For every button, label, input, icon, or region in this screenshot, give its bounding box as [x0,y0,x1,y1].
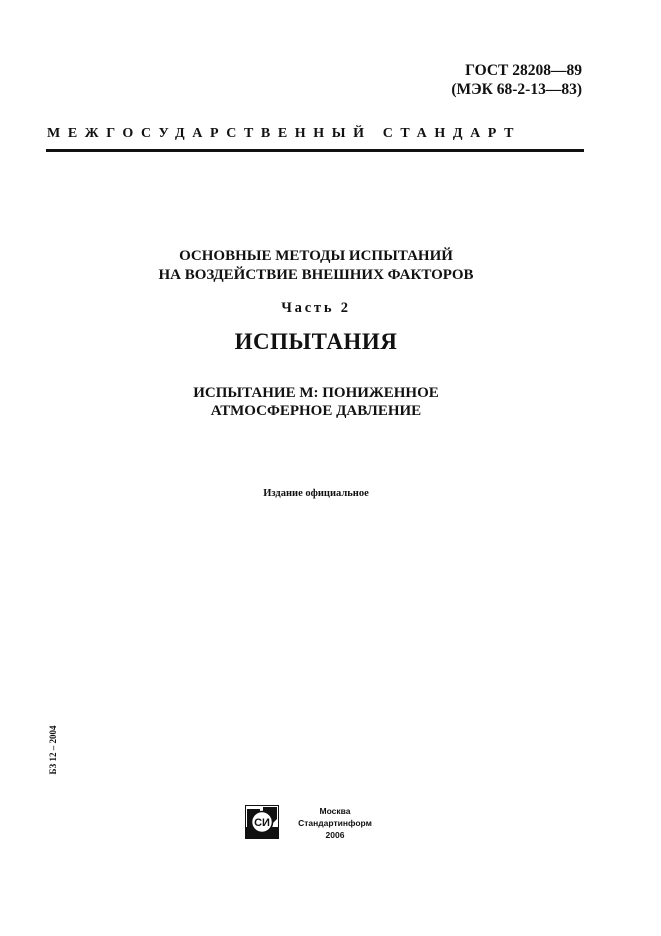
part-label: Часть 2 [281,300,351,316]
edition-note: Издание официальное [263,488,369,499]
side-code [46,715,60,785]
publisher-city: Москва [319,806,351,816]
logo-letters: СИ [254,817,270,829]
document-title-line-1: ОСНОВНЫЕ МЕТОДЫ ИСПЫТАНИЙ [179,248,453,264]
side-code-text: БЗ 12 – 2004 [48,725,58,775]
header-divider [46,149,584,152]
standartinform-logo-icon [245,805,279,839]
test-title-line-1: ИСПЫТАНИЕ М: ПОНИЖЕННОЕ [193,385,439,401]
gost-number: ГОСТ 28208—89 [465,62,582,79]
standard-type-heading: МЕЖГОСУДАРСТВЕННЫЙ СТАНДАРТ [47,126,522,141]
publisher-year: 2006 [325,830,345,840]
document-title-line-2: НА ВОЗДЕЙСТВИЕ ВНЕШНИХ ФАКТОРОВ [158,267,474,283]
section-title: ИСПЫТАНИЯ [234,329,398,354]
test-title-line-2: АТМОСФЕРНОЕ ДАВЛЕНИЕ [210,403,422,419]
publisher-name: Стандартинформ [298,818,372,828]
iec-number: (МЭК 68-2-13—83) [451,81,582,98]
publisher-block [294,805,376,841]
